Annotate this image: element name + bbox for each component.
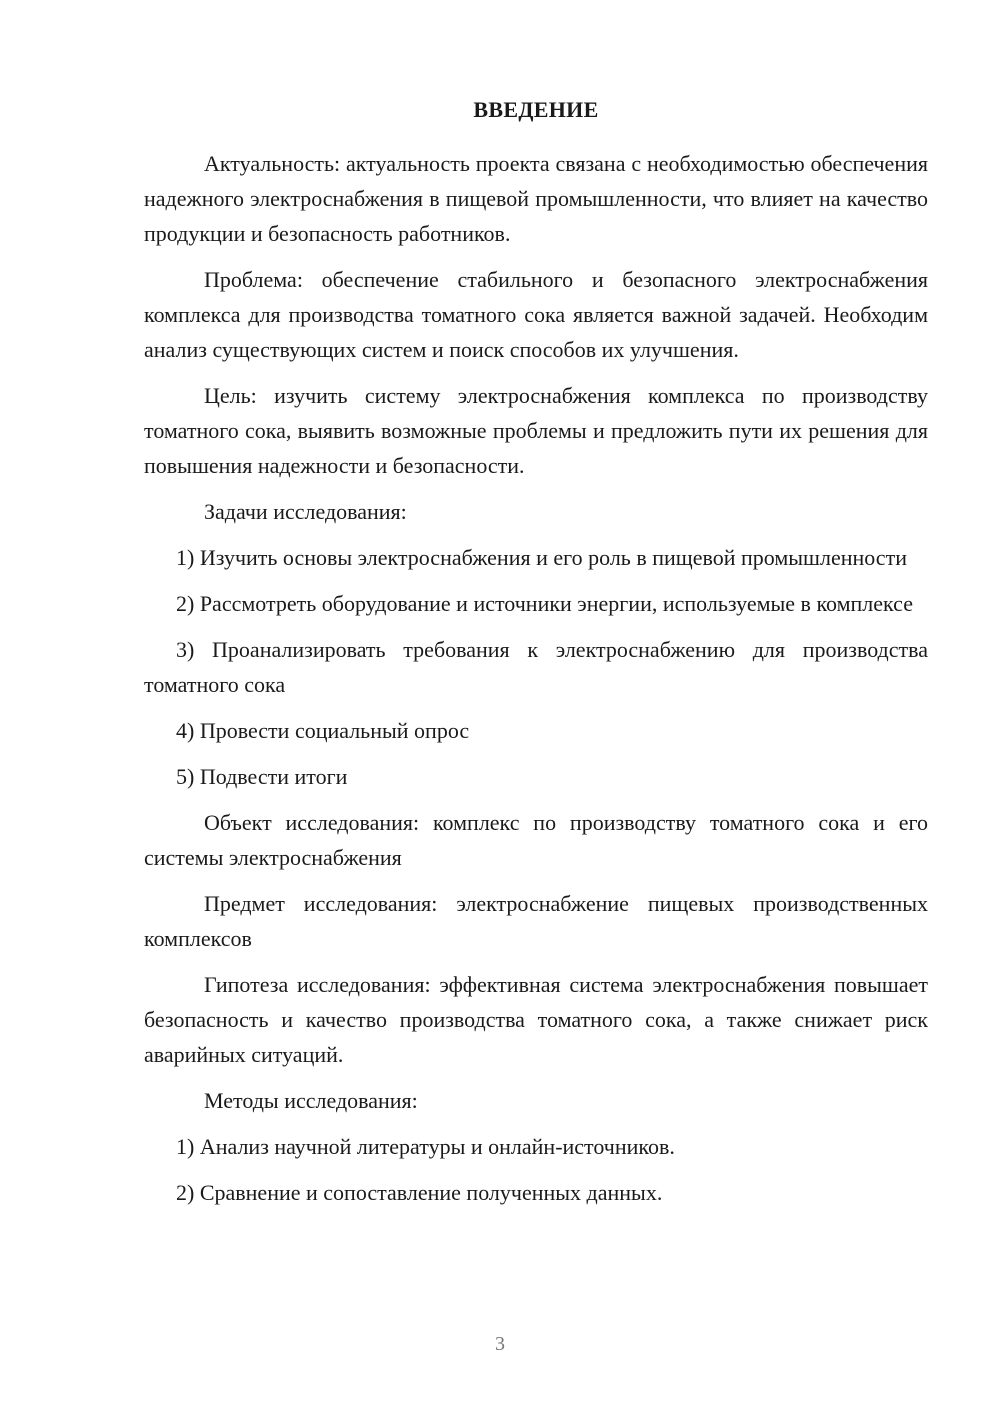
- page-title: ВВЕДЕНИЕ: [473, 97, 599, 122]
- list-item: 2) Сравнение и сопоставление полученных данных.: [176, 1180, 663, 1205]
- list-item: 5) Подвести итоги: [176, 764, 348, 789]
- list-item: 1) Анализ научной литературы и онлайн-источников.: [176, 1134, 675, 1159]
- list-item: 2) Рассмотреть оборудование и источники энергии, используемые в комплексе: [176, 591, 913, 616]
- list-item: 1) Изучить основы электроснабжения и его роль в пищевой промышленности: [176, 545, 907, 570]
- paragraph-subject: Предмет исследования: электроснабжение пищевых производственных комплексов: [144, 891, 928, 951]
- page-number: 3: [495, 1333, 505, 1355]
- paragraph-object: Объект исследования: комплекс по производству томатного сока и его системы электроснабжения: [144, 810, 928, 870]
- list-item: 3) Проанализировать требования к электроснабжению для производства томатного сока: [144, 637, 928, 697]
- list-item: 4) Провести социальный опрос: [176, 718, 470, 743]
- paragraph-goal: Цель: изучить систему электроснабжения комплекса по производству томатного сока, выявить возможные проблемы и предложить пути их решения для повышения надежности и безопасности.: [144, 383, 928, 478]
- paragraph-hypothesis: Гипотеза исследования: эффективная система электроснабжения повышает безопасность и качество производства томатного сока, а также снижает риск аварийных ситуаций.: [144, 972, 928, 1067]
- paragraph-tasks-heading: Задачи исследования:: [204, 499, 407, 524]
- document-page: [144, 94, 928, 1221]
- paragraph-problem: Проблема: обеспечение стабильного и безопасного электроснабжения комплекса для производства томатного сока является важной задачей. Необходим анализ существующих систем и поиск способов их улучшения.: [144, 267, 928, 362]
- paragraph-relevance: Актуальность: актуальность проекта связана с необходимостью обеспечения надежного электроснабжения в пищевой промышленности, что влияет на качество продукции и безопасность работников.: [144, 151, 928, 246]
- paragraph-methods-heading: Методы исследования:: [204, 1088, 418, 1113]
